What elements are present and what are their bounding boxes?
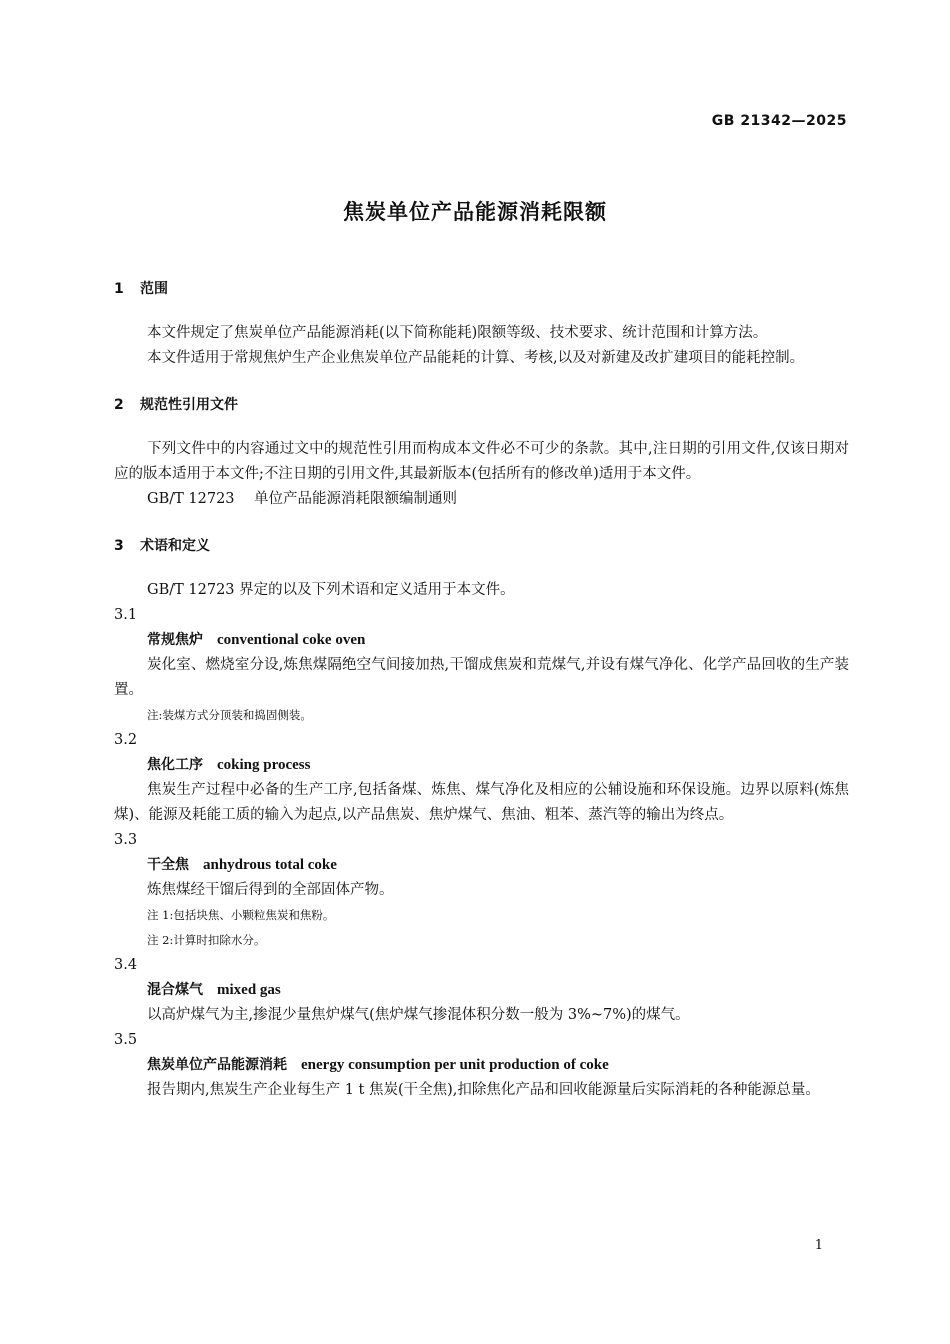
paragraph: 下列文件中的内容通过文中的规范性引用而构成本文件必不可少的条款。其中,注日期的引用文件,仅该日期对应的版本适用于本文件;不注日期的引用文件,其最新版本(包括所有的修改单)适用于本文件。 [114,441,849,482]
term-chinese: 焦化工序 [147,757,203,773]
section-heading-terms-definitions [114,535,849,557]
reference-code: GB/T 12723 [147,491,235,507]
term-english: anhydrous total coke [203,857,337,873]
term-definition: 炼焦煤经干馏后得到的全部固体产物。 [147,882,394,898]
document-body [114,278,849,1103]
term-number: 3.5 [114,1032,138,1048]
section-title: 规范性引用文件 [140,397,238,413]
term-definition: 报告期内,焦炭生产企业每生产 1 t 焦炭(干全焦),扣除焦化产品和回收能源量后实际消耗的各种能源总量。 [147,1082,820,1098]
section-number: 2 [114,397,124,413]
term-english: coking process [217,757,311,773]
term-entry [114,753,849,778]
paragraph: GB/T 12723 界定的以及下列术语和定义适用于本文件。 [147,582,515,598]
section-title: 范围 [140,281,168,297]
section-heading-normative-references [114,394,849,416]
reference-entry [114,487,849,512]
term-english: mixed gas [217,982,281,998]
term-entry [114,628,849,653]
term-chinese: 焦炭单位产品能源消耗 [147,1057,287,1073]
section-number: 3 [114,538,124,554]
term-definition: 焦炭生产过程中必备的生产工序,包括备煤、炼焦、煤气净化及相应的公辅设施和环保设施。边界以原料(炼焦煤)、能源及耗能工质的输入为起点,以产品焦炭、焦炉煤气、焦油、粗苯、蒸汽等的输出为终点。 [114,782,849,823]
term-note: 注:装煤方式分顶装和捣固侧装。 [147,708,312,722]
section-title: 术语和定义 [140,538,210,554]
document-title: 焦炭单位产品能源消耗限额 [343,200,607,224]
paragraph: 本文件适用于常规焦炉生产企业焦炭单位产品能耗的计算、考核,以及对新建及改扩建项目的能耗控制。 [147,350,805,366]
term-definition: 炭化室、燃烧室分设,炼焦煤隔绝空气间接加热,干馏成焦炭和荒煤气,并设有煤气净化、化学产品回收的生产装置。 [114,657,849,698]
page-number: 1 [814,1238,823,1253]
term-chinese: 混合煤气 [147,982,203,998]
reference-title: 单位产品能源消耗限额编制通则 [254,491,457,507]
term-entry [114,853,849,878]
term-entry [114,978,849,1003]
term-note: 注 1:包括块焦、小颗粒焦炭和焦粉。 [147,908,335,922]
term-definition: 以高炉煤气为主,掺混少量焦炉煤气(焦炉煤气掺混体积分数一般为 3%~7%)的煤气。 [147,1007,690,1023]
term-chinese: 干全焦 [147,857,189,873]
section-number: 1 [114,281,124,297]
paragraph: 本文件规定了焦炭单位产品能源消耗(以下简称能耗)限额等级、技术要求、统计范围和计算方法。 [147,325,768,341]
term-number: 3.2 [114,732,138,748]
term-number: 3.1 [114,607,138,623]
term-english: energy consumption per unit production of coke [301,1057,609,1073]
standard-number: GB 21342—2025 [711,113,847,129]
term-number: 3.3 [114,832,138,848]
term-number: 3.4 [114,957,138,973]
term-note: 注 2:计算时扣除水分。 [147,933,266,947]
term-entry [114,1053,849,1078]
section-heading-scope [114,278,849,300]
term-chinese: 常规焦炉 [147,632,203,648]
term-english: conventional coke oven [217,632,366,648]
